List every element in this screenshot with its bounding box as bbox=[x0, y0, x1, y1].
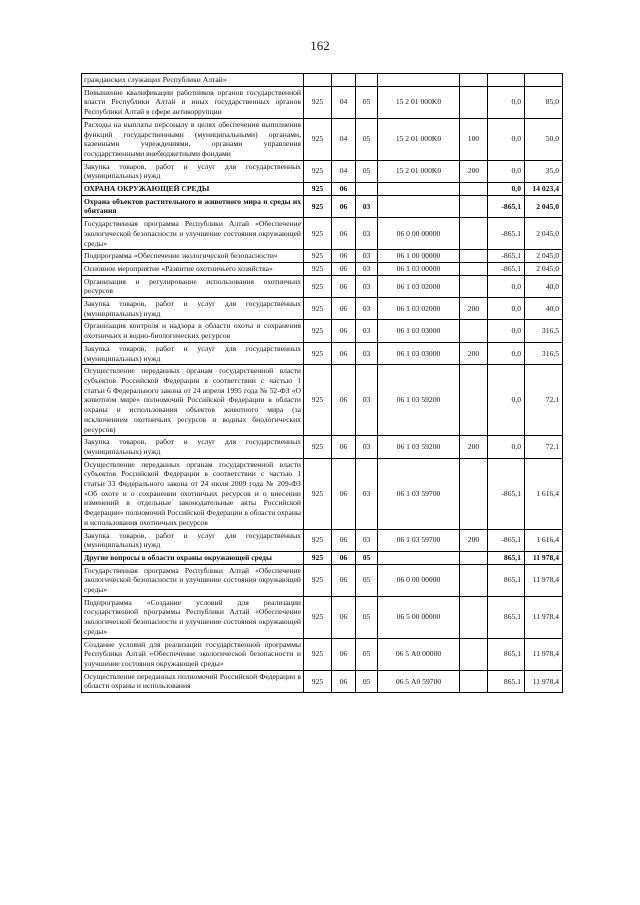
admin-code-cell: 925 bbox=[304, 564, 332, 596]
target-article-cell: 06 1 03 02000 bbox=[378, 275, 460, 297]
expense-type-cell bbox=[460, 275, 488, 297]
row-name-cell: Закупка товаров, работ и услуг для государственных (муниципальных) нужд bbox=[82, 298, 304, 320]
admin-code-cell: 925 bbox=[304, 670, 332, 692]
change-amount-cell: 0,0 bbox=[488, 118, 525, 160]
expense-type-cell bbox=[460, 262, 488, 275]
section-code-cell: 04 bbox=[332, 118, 356, 160]
total-amount-cell: 50,0 bbox=[525, 118, 563, 160]
section-code-cell: 06 bbox=[332, 218, 356, 250]
table-row bbox=[82, 250, 563, 263]
section-code-cell: 06 bbox=[332, 458, 356, 529]
target-article-cell: 06 5 00 00000 bbox=[378, 596, 460, 638]
table-row bbox=[82, 529, 563, 551]
expense-type-cell: 200 bbox=[460, 160, 488, 182]
row-name-cell: Повышение квалификации работников органов государственной власти Республики Алтай и иных государственных органов Республики Алтай в сфере антикоррупции bbox=[82, 86, 304, 118]
section-code-cell: 06 bbox=[332, 262, 356, 275]
expense-type-cell bbox=[460, 250, 488, 263]
subsection-code-cell: 05 bbox=[356, 638, 378, 670]
admin-code-cell: 925 bbox=[304, 529, 332, 551]
subsection-code-cell: 03 bbox=[356, 250, 378, 263]
target-article-cell: 15 2 01 000K0 bbox=[378, 118, 460, 160]
row-name-cell: Основное мероприятие «Развитие охотничьего хозяйства» bbox=[82, 262, 304, 275]
admin-code-cell: 925 bbox=[304, 638, 332, 670]
change-amount-cell: 0,0 bbox=[488, 86, 525, 118]
change-amount-cell: 865,1 bbox=[488, 670, 525, 692]
total-amount-cell bbox=[525, 74, 563, 87]
change-amount-cell bbox=[488, 74, 525, 87]
admin-code-cell: 925 bbox=[304, 262, 332, 275]
table-row bbox=[82, 183, 563, 196]
admin-code-cell: 925 bbox=[304, 275, 332, 297]
table-row bbox=[82, 564, 563, 596]
expense-type-cell bbox=[460, 670, 488, 692]
subsection-code-cell: 03 bbox=[356, 320, 378, 342]
section-code-cell: 06 bbox=[332, 670, 356, 692]
total-amount-cell: 35,0 bbox=[525, 160, 563, 182]
row-name-cell: Государственная программа Республики Алтай «Обеспечение экологической безопасности и улучшение состояния окружающей среды» bbox=[82, 218, 304, 250]
expense-type-cell bbox=[460, 458, 488, 529]
section-code-cell: 06 bbox=[332, 564, 356, 596]
target-article-cell: 06 1 03 59200 bbox=[378, 436, 460, 458]
row-name-cell: Подпрограмма «Обеспечение экологической безопасности» bbox=[82, 250, 304, 263]
target-article-cell: 06 1 03 59200 bbox=[378, 365, 460, 436]
table-row bbox=[82, 118, 563, 160]
table-row bbox=[82, 195, 563, 217]
subsection-code-cell: 05 bbox=[356, 670, 378, 692]
row-name-cell: Создание условий для реализации государственной программы Республики Алтай «Обеспечение экологической безопасности и улучшение состояния окружающей среды» bbox=[82, 638, 304, 670]
total-amount-cell: 72,1 bbox=[525, 365, 563, 436]
expense-type-cell bbox=[460, 638, 488, 670]
admin-code-cell: 925 bbox=[304, 118, 332, 160]
total-amount-cell: 40,0 bbox=[525, 275, 563, 297]
subsection-code-cell bbox=[356, 183, 378, 196]
change-amount-cell: 865,1 bbox=[488, 596, 525, 638]
total-amount-cell: 2 045,0 bbox=[525, 250, 563, 263]
row-name-cell: Осуществление переданных полномочий Российской Федерации в области охраны и использования bbox=[82, 670, 304, 692]
change-amount-cell: 0,0 bbox=[488, 298, 525, 320]
section-code-cell: 06 bbox=[332, 298, 356, 320]
table-row bbox=[82, 74, 563, 87]
section-code-cell: 06 bbox=[332, 195, 356, 217]
admin-code-cell bbox=[304, 74, 332, 87]
expense-type-cell bbox=[460, 596, 488, 638]
table-row bbox=[82, 86, 563, 118]
subsection-code-cell: 05 bbox=[356, 118, 378, 160]
target-article-cell: 06 0 00 00000 bbox=[378, 218, 460, 250]
total-amount-cell: 2 045,0 bbox=[525, 195, 563, 217]
total-amount-cell: 85,0 bbox=[525, 86, 563, 118]
section-code-cell: 06 bbox=[332, 365, 356, 436]
total-amount-cell: 1 616,4 bbox=[525, 458, 563, 529]
expense-type-cell bbox=[460, 86, 488, 118]
target-article-cell bbox=[378, 195, 460, 217]
admin-code-cell: 925 bbox=[304, 320, 332, 342]
section-code-cell: 06 bbox=[332, 436, 356, 458]
change-amount-cell: -865,1 bbox=[488, 218, 525, 250]
row-name-cell: Расходы на выплаты персоналу в целях обеспечения выполнения функций государственными (муниципальными) органами, казенными учреждениями, органами управления государственными внебюджетными фондами bbox=[82, 118, 304, 160]
admin-code-cell: 925 bbox=[304, 596, 332, 638]
row-name-cell: Государственная программа Республики Алтай «Обеспечение экологической безопасности и улучшение состояния окружающей среды» bbox=[82, 564, 304, 596]
subsection-code-cell: 03 bbox=[356, 218, 378, 250]
total-amount-cell: 11 978,4 bbox=[525, 596, 563, 638]
subsection-code-cell: 03 bbox=[356, 298, 378, 320]
total-amount-cell: 11 978,4 bbox=[525, 638, 563, 670]
table-row bbox=[82, 670, 563, 692]
row-name-cell: Закупка товаров, работ и услуг для государственных (муниципальных) нужд bbox=[82, 529, 304, 551]
expense-type-cell: 200 bbox=[460, 529, 488, 551]
table-row bbox=[82, 262, 563, 275]
expense-type-cell bbox=[460, 564, 488, 596]
section-code-cell bbox=[332, 74, 356, 87]
target-article-cell: 06 1 03 03000 bbox=[378, 320, 460, 342]
admin-code-cell: 925 bbox=[304, 458, 332, 529]
change-amount-cell: 865,1 bbox=[488, 638, 525, 670]
subsection-code-cell: 05 bbox=[356, 551, 378, 564]
subsection-code-cell: 05 bbox=[356, 596, 378, 638]
subsection-code-cell: 03 bbox=[356, 529, 378, 551]
subsection-code-cell: 03 bbox=[356, 342, 378, 364]
change-amount-cell: 0,0 bbox=[488, 342, 525, 364]
target-article-cell: 06 1 03 59700 bbox=[378, 458, 460, 529]
total-amount-cell: 11 978,4 bbox=[525, 564, 563, 596]
table-row bbox=[82, 320, 563, 342]
subsection-code-cell bbox=[356, 74, 378, 87]
admin-code-cell: 925 bbox=[304, 195, 332, 217]
row-name-cell: ОХРАНА ОКРУЖАЮЩЕЙ СРЕДЫ bbox=[82, 183, 304, 196]
total-amount-cell: 11 978,4 bbox=[525, 670, 563, 692]
section-code-cell: 04 bbox=[332, 160, 356, 182]
row-name-cell: Закупка товаров, работ и услуг для государственных (муниципальных) нужд bbox=[82, 160, 304, 182]
expense-type-cell bbox=[460, 74, 488, 87]
subsection-code-cell: 05 bbox=[356, 564, 378, 596]
expense-type-cell bbox=[460, 195, 488, 217]
section-code-cell: 06 bbox=[332, 551, 356, 564]
change-amount-cell: 0,0 bbox=[488, 275, 525, 297]
subsection-code-cell: 03 bbox=[356, 275, 378, 297]
admin-code-cell: 925 bbox=[304, 365, 332, 436]
row-name-cell: Закупка товаров, работ и услуг для государственных (муниципальных) нужд bbox=[82, 342, 304, 364]
table-row bbox=[82, 551, 563, 564]
expense-type-cell: 200 bbox=[460, 298, 488, 320]
total-amount-cell: 11 978,4 bbox=[525, 551, 563, 564]
change-amount-cell: 0,0 bbox=[488, 365, 525, 436]
table-row bbox=[82, 596, 563, 638]
row-name-cell: Подпрограмма «Создание условий для реализации государственной программы Республики Алтай «Обеспечение экологической безопасности и улучшение состояния окружающей среды» bbox=[82, 596, 304, 638]
subsection-code-cell: 03 bbox=[356, 365, 378, 436]
row-name-cell: Осуществление переданных органам государственной власти субъектов Российской Федерации в соответствии с частью 1 статьи 6 Федерального закона от 24 апреля 1995 года № 52-ФЗ «О животном мире» полномочий Российской Федерации в области охраны и использования объектов животного мира (за исключением охотничьих ресурсов и водных биологических ресурсов) bbox=[82, 365, 304, 436]
subsection-code-cell: 03 bbox=[356, 436, 378, 458]
section-code-cell: 06 bbox=[332, 320, 356, 342]
expense-type-cell: 100 bbox=[460, 118, 488, 160]
change-amount-cell: -865,1 bbox=[488, 529, 525, 551]
change-amount-cell: -865,1 bbox=[488, 250, 525, 263]
row-name-cell: Организация и регулирование использования охотничьих ресурсов bbox=[82, 275, 304, 297]
table-row bbox=[82, 160, 563, 182]
row-name-cell: Закупка товаров, работ и услуг для государственных (муниципальных) нужд bbox=[82, 436, 304, 458]
total-amount-cell: 316,5 bbox=[525, 342, 563, 364]
change-amount-cell: -865,1 bbox=[488, 195, 525, 217]
admin-code-cell: 925 bbox=[304, 160, 332, 182]
change-amount-cell: -865,1 bbox=[488, 458, 525, 529]
section-code-cell: 06 bbox=[332, 275, 356, 297]
budget-table bbox=[81, 73, 563, 693]
total-amount-cell: 2 045,0 bbox=[525, 262, 563, 275]
expense-type-cell bbox=[460, 218, 488, 250]
target-article-cell: 06 1 03 00000 bbox=[378, 262, 460, 275]
expense-type-cell: 200 bbox=[460, 342, 488, 364]
budget-table-body bbox=[82, 74, 563, 693]
page-number: 162 bbox=[310, 38, 330, 53]
section-code-cell: 06 bbox=[332, 342, 356, 364]
table-row bbox=[82, 436, 563, 458]
target-article-cell: 15 2 01 000K0 bbox=[378, 86, 460, 118]
table-row bbox=[82, 298, 563, 320]
admin-code-cell: 925 bbox=[304, 250, 332, 263]
target-article-cell: 15 2 01 000K0 bbox=[378, 160, 460, 182]
target-article-cell: 06 5 А0 59700 bbox=[378, 670, 460, 692]
change-amount-cell: 0,0 bbox=[488, 436, 525, 458]
total-amount-cell: 2 045,0 bbox=[525, 218, 563, 250]
section-code-cell: 06 bbox=[332, 638, 356, 670]
target-article-cell bbox=[378, 183, 460, 196]
target-article-cell bbox=[378, 551, 460, 564]
change-amount-cell: 865,1 bbox=[488, 564, 525, 596]
table-row bbox=[82, 218, 563, 250]
section-code-cell: 06 bbox=[332, 250, 356, 263]
row-name-cell: Организация контроля и надзора в области охоты и сохранения охотничьих и водно-биологических ресурсов bbox=[82, 320, 304, 342]
section-code-cell: 04 bbox=[332, 86, 356, 118]
target-article-cell bbox=[378, 74, 460, 87]
section-code-cell: 06 bbox=[332, 596, 356, 638]
table-row bbox=[82, 458, 563, 529]
admin-code-cell: 925 bbox=[304, 298, 332, 320]
subsection-code-cell: 05 bbox=[356, 86, 378, 118]
row-name-cell: Осуществление переданных органам государственной власти субъектов Российской Федерации в соответствии с частью 1 статьи 33 Федерального закона от 24 июля 2009 года № 209-ФЗ «Об охоте и о сохранении охотничьих ресурсов и о внесении изменений в отдельные законодательные акты Российской Федерации» полномочий Российской Федерации в области охраны и использования охотничьих ресурсов bbox=[82, 458, 304, 529]
total-amount-cell: 72,1 bbox=[525, 436, 563, 458]
subsection-code-cell: 05 bbox=[356, 160, 378, 182]
table-row bbox=[82, 342, 563, 364]
change-amount-cell: 0,0 bbox=[488, 183, 525, 196]
table-row bbox=[82, 365, 563, 436]
target-article-cell: 06 5 А0 00000 bbox=[378, 638, 460, 670]
row-name-cell: Другие вопросы в области охраны окружающей среды bbox=[82, 551, 304, 564]
expense-type-cell bbox=[460, 320, 488, 342]
table-row bbox=[82, 638, 563, 670]
table-row bbox=[82, 275, 563, 297]
expense-type-cell bbox=[460, 551, 488, 564]
target-article-cell: 06 1 03 02000 bbox=[378, 298, 460, 320]
subsection-code-cell: 03 bbox=[356, 262, 378, 275]
admin-code-cell: 925 bbox=[304, 218, 332, 250]
target-article-cell: 06 1 00 00000 bbox=[378, 250, 460, 263]
admin-code-cell: 925 bbox=[304, 183, 332, 196]
change-amount-cell: 0,0 bbox=[488, 160, 525, 182]
admin-code-cell: 925 bbox=[304, 551, 332, 564]
section-code-cell: 06 bbox=[332, 183, 356, 196]
total-amount-cell: 316,5 bbox=[525, 320, 563, 342]
subsection-code-cell: 03 bbox=[356, 195, 378, 217]
expense-type-cell: 200 bbox=[460, 436, 488, 458]
section-code-cell: 06 bbox=[332, 529, 356, 551]
admin-code-cell: 925 bbox=[304, 86, 332, 118]
row-name-cell: гражданских служащих Республики Алтай» bbox=[82, 74, 304, 87]
target-article-cell: 06 0 00 00000 bbox=[378, 564, 460, 596]
total-amount-cell: 14 023,4 bbox=[525, 183, 563, 196]
admin-code-cell: 925 bbox=[304, 342, 332, 364]
row-name-cell: Охрана объектов растительного и животного мира и среды их обитания bbox=[82, 195, 304, 217]
subsection-code-cell: 03 bbox=[356, 458, 378, 529]
expense-type-cell bbox=[460, 365, 488, 436]
target-article-cell: 06 1 03 03000 bbox=[378, 342, 460, 364]
change-amount-cell: -865,1 bbox=[488, 262, 525, 275]
target-article-cell: 06 1 03 59700 bbox=[378, 529, 460, 551]
total-amount-cell: 1 616,4 bbox=[525, 529, 563, 551]
total-amount-cell: 40,0 bbox=[525, 298, 563, 320]
admin-code-cell: 925 bbox=[304, 436, 332, 458]
expense-type-cell bbox=[460, 183, 488, 196]
change-amount-cell: 0,0 bbox=[488, 320, 525, 342]
change-amount-cell: 865,1 bbox=[488, 551, 525, 564]
